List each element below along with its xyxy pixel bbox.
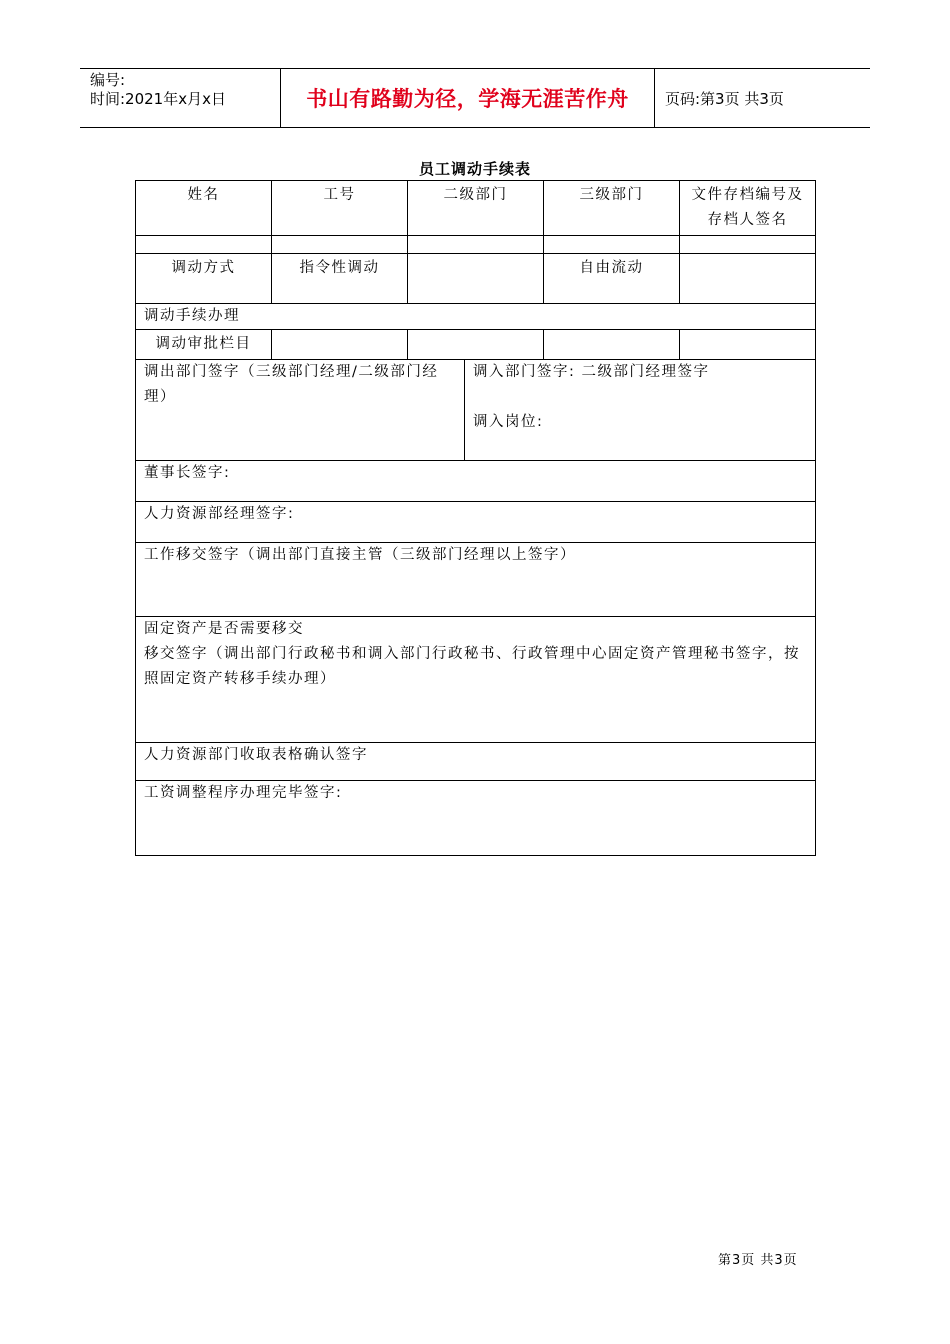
- hr-manager-sign-label: 人力资源部经理签字:: [144, 506, 295, 522]
- archive-field[interactable]: [680, 236, 816, 254]
- header-meta: [80, 69, 281, 127]
- approval-label: 调动审批栏目: [136, 330, 272, 360]
- approval-row: [136, 330, 816, 360]
- free-transfer-field[interactable]: [680, 254, 816, 304]
- col-employee-id: 工号: [272, 181, 408, 236]
- employee-id-field[interactable]: [272, 236, 408, 254]
- time-label: 时间:2021年x月x日: [90, 90, 226, 108]
- transfer-method-row: [136, 254, 816, 304]
- transfer-form: [135, 180, 816, 856]
- transfer-method-label: 调动方式: [136, 254, 272, 304]
- col-name: 姓名: [136, 181, 272, 236]
- header-page-number: 页码:第3页 共3页: [665, 89, 784, 108]
- salary-sign-label: 工资调整程序办理完毕签字:: [144, 785, 343, 801]
- directive-transfer-label: 指令性调动: [272, 254, 408, 304]
- salary-row: [136, 781, 816, 856]
- hr-manager-row: [136, 502, 816, 543]
- third-dept-field[interactable]: [544, 236, 680, 254]
- directive-transfer-field[interactable]: [408, 254, 544, 304]
- assets-question-label: 固定资产是否需要移交: [144, 621, 304, 637]
- page-header: [80, 68, 870, 128]
- header-motto: 书山有路勤为径，学海无涯苦作舟: [281, 69, 655, 127]
- entry-row: [136, 236, 816, 254]
- name-field[interactable]: [136, 236, 272, 254]
- in-dept-sign-label: 调入部门签字: 二级部门经理签字: [473, 364, 710, 380]
- approval-field-3[interactable]: [544, 330, 680, 360]
- approval-field-1[interactable]: [272, 330, 408, 360]
- form-title: 员工调动手续表: [418, 160, 531, 178]
- hr-collect-label: 人力资源部门收取表格确认签字: [144, 747, 368, 763]
- chairman-sign-label: 董事长签字:: [144, 465, 231, 481]
- free-transfer-label: 自由流动: [544, 254, 680, 304]
- hr-collect-row: [136, 743, 816, 781]
- col-archive: 文件存档编号及存档人签名: [680, 181, 816, 236]
- col-second-dept: 二级部门: [408, 181, 544, 236]
- assets-sign-label: 移交签字（调出部门行政秘书和调入部门行政秘书、行政管理中心固定资产管理秘书签字，按照固定资产转移手续办理）: [144, 646, 800, 687]
- salary-sign-field[interactable]: [136, 781, 816, 856]
- hr-collect-field[interactable]: [136, 743, 816, 781]
- assets-sign-field[interactable]: [136, 617, 816, 743]
- second-dept-field[interactable]: [408, 236, 544, 254]
- approval-field-4[interactable]: [680, 330, 816, 360]
- out-dept-sign-field[interactable]: [136, 360, 465, 460]
- col-third-dept: 三级部门: [544, 181, 680, 236]
- out-dept-sign-label: 调出部门签字（三级部门经理/二级部门经理）: [144, 364, 439, 405]
- department-sign-row: [136, 360, 816, 461]
- procedures-label: 调动手续办理: [136, 304, 816, 330]
- footer-page-number: 第3页 共3页: [718, 1253, 798, 1268]
- handover-sign-field[interactable]: [136, 543, 816, 617]
- handover-sign-label: 工作移交签字（调出部门直接主管（三级部门经理以上签字）: [144, 547, 576, 563]
- in-position-label: 调入岗位:: [473, 414, 544, 430]
- chairman-sign-field[interactable]: [136, 461, 816, 502]
- department-sign-cell: [136, 360, 816, 461]
- chairman-row: [136, 461, 816, 502]
- in-dept-sign-field[interactable]: [465, 360, 815, 460]
- handover-row: [136, 543, 816, 617]
- procedures-row: [136, 304, 816, 330]
- hr-manager-sign-field[interactable]: [136, 502, 816, 543]
- header-row: [136, 181, 816, 236]
- assets-row: [136, 617, 816, 743]
- approval-field-2[interactable]: [408, 330, 544, 360]
- code-label: 编号:: [90, 71, 126, 89]
